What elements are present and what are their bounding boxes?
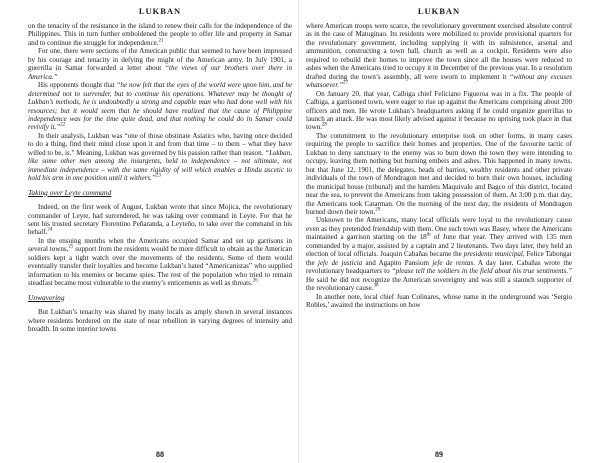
left-page [28,0,292,463]
paragraph: The commitment to the revolutionary enterprise took on other forms, in many cases requiring the people to sacrifice their homes and properties. One of the favourite tactic of Lukban to deny sanctuary to the enemy was to burn down the town they were intending to occupy, leaving them nothing but burning embers and ashes. This happened in many towns, but that June 12, 1901, the delegates, heads of barrios, wealthy residents and other private individuals of the town of Mondragon met and decided to burn their own houses, including the municipal house (tribunal) and the hamlets Maquivalo and Bagco of this district, located near the sea, to prevent the Americans from taking possession of them. At 3:00 p.m. that day, the Americans took Catarman. On the morning of the next day, the residents of Mondragon burned down their town.$^{29}$ [306,131,572,216]
paragraph: on the tenacity of the resistance in the island to renew their calls for the independence of the Philippines. This in turn further emboldened the people to offer life and property in Samar and to continue the struggle for independence.$^{21}$ [28,22,292,47]
paragraph: In the ensuing months when the Americans occupied Samar and set up garrisons in several towns,$^{25}$ support from the residents would be more difficult to obtain as the American soldiers kept a tight watch over the movements of the residents. Some of them would eventually transfer their loyalties and become Lukban’s hated “Americanistas” who supplied information to his enemies or became spies. The rest of the population who tried to remain steadfast became most vulnerable to the enemy’s enticements as well as threats.$^{26}$ [28,236,292,288]
paragraph: His opponents thought that “he now felt that the eyes of the world were upon him, and he determined not to surrender, but to continue his operations. Whatever may be thought of Lukban’s methods, he is undoubtedly a strong and capable man who had done well with his resources; but it would seem that he should have realized that the cause of Philippine independence was for the time quite dead, and that nothing he could do in Samar could revivify it.”$^{22}$ [28,81,292,132]
page-body [28,22,292,444]
section-heading: Unwavering [28,292,65,302]
paragraph: On January 20, that year, Calbiga chief Feliciano Figueroa was in a fix. The people of Calbiga, a garrisoned town, were eager to rise up against the Americans comprising about 200 officers and men. He wrote Lukban’s headquarters asking if he could organize guerrillas to launch an attack. He was most likely advised against it because no uprising took place in that town.$^{28}$ [306,89,572,132]
paragraph: where American troops were scarce, the revolutionary government exercised absolute control as in the case of Matuginao. Its residents were mobilized to provide provisional quarters for the revolutionary government, including supplying it with its subsistence, arsenal and ammunition, constructing a town hall, church as well as a cockpit. Residents were also required to rebuild their homes to improve the town since all the houses were reduced to ashes when the Americans tried to occupy it in December of the previous year. In a resolution drafted during the town’s assembly, all were sworn to implement it “without any excuses whatsoever.”$^{27}$ [306,22,572,90]
paragraph: In their analysis, Lukban was “one of those obstinate Asiatics who, having once decided to do a thing, find their mind close upon it and from that time – to them – what they have willed to be, is.” Meaning, Lukban was governed by his passion rather than reason. “Lukban, like some other men among the insurgents, held to independence – not ultimate, not immediate independence – with the same rigidity of will which enables a Hindu ascetic to hold his arm in one position until it withers.”$^{23}$ [28,131,292,183]
paragraph: Unknown to the Americans, many local officials were loyal to the revolutionary cause even as they pretended friendship with them. One such town was Basey, where the Americans maintained a garrison starting on the 18th of June that year. They arrived with 135 men commanded by a major, assisted by a captain and 2 lieutenants. Two days later, they held an election of local officials. Joaquin Cabañas became the presidente municipal, Felice Tabongar the jefe de justicia and Agapito Pansiom jefe de rentas. A day later, Cabañas wrote the revolutionary headquarters to “please tell the soldiers in the field about his true sentiments.” He said he did not recognize the American sovereignty and was still a staunch supporter of the revolutionary cause.$^{30}$ [306,216,572,293]
page-body [306,22,572,444]
paragraph: In another note, local chief Juan Colinares, whose name in the underground was ‘Sergio Robles,’ awaited the instructions on how [306,292,572,309]
section-heading: Taking over Leyte command [28,187,112,197]
gutter-divider [298,0,299,463]
paragraph: For one, there were sections of the American public that seemed to have been impressed by his courage and tenacity in defying the might of the American army. In July 1901, a guerrilla in Samar forwarded a letter about “the views of our brothers over there in America.” [28,47,292,81]
page-number: 88 [156,450,164,459]
page-number: 89 [435,450,443,459]
running-header: LUKBAN [417,6,461,16]
running-header: LUKBAN [138,6,182,16]
paragraph: But Lukban’s tenacity was shared by many locals as amply shown in several instances where residents bordered on the state of near rebellion in varying degrees of intensity and breadth. In some interior towns [28,308,292,333]
right-page [306,0,572,463]
paragraph: Indeed, on the first week of August, Lukban wrote that since Mojica, the revolutionary commander of Leyte, had surrendered, he was taking over command in Leyte. For that he sent his trusted secretary Florentino Peñaranda, a Leyteño, to take over the command in his behalf.$^{24}$ [28,203,292,237]
